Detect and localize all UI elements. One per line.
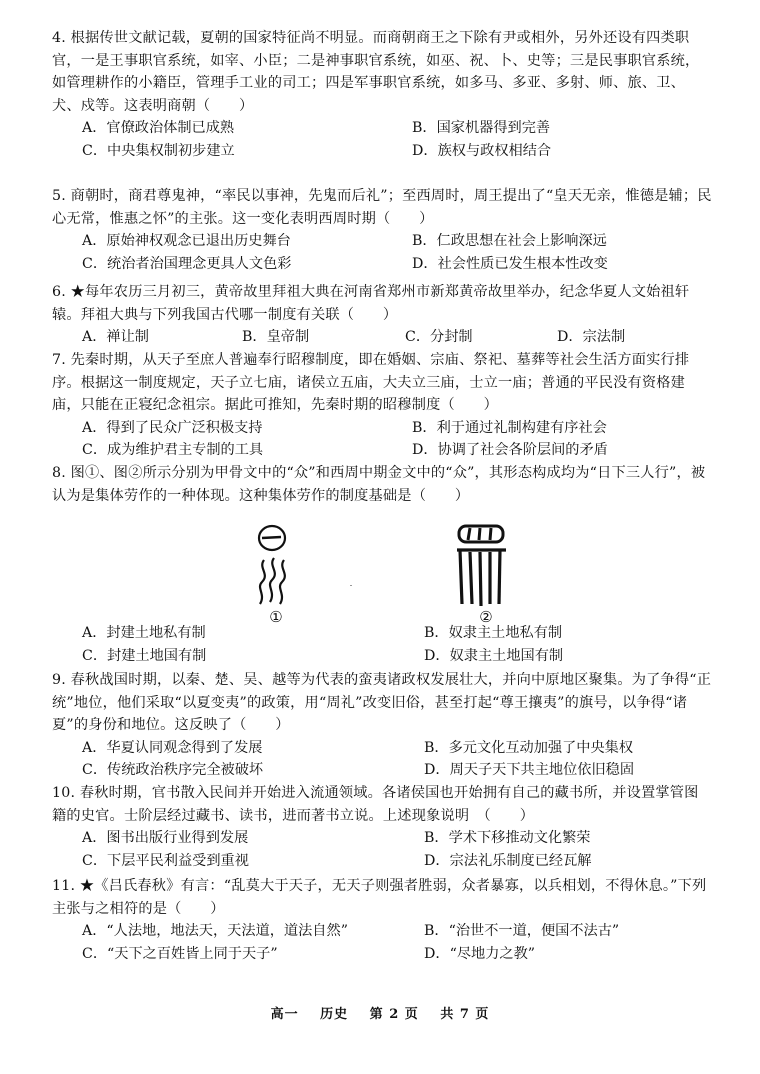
option-d: D．奴隶主土地国有制 xyxy=(424,647,564,664)
option-row xyxy=(52,645,712,668)
option-b: B．国家机器得到完善 xyxy=(412,120,551,137)
option-row xyxy=(52,737,712,760)
option-a: A．原始神权观念已退出历史舞台 xyxy=(82,233,291,250)
option-a: A．“人法地，地法天，天法道，道法自然” xyxy=(82,923,348,940)
option-row xyxy=(52,759,712,782)
footer-grade: 高一 xyxy=(270,1007,299,1022)
page-footer xyxy=(0,1003,760,1022)
option-d: D．宗法礼乐制度已经瓦解 xyxy=(424,852,592,869)
option-b: B．仁政思想在社会上影响深远 xyxy=(412,233,607,250)
footer-page: 第 2 页 xyxy=(369,1007,419,1022)
option-d: D．族权与政权相结合 xyxy=(412,142,552,159)
question-stem: 7. 先秦时期，从天子至庶人普遍奉行昭穆制度，即在婚姻、宗庙、祭祀、墓葬等社会生活方面实行排序。根据这一制度规定，天子立七庙，诸侯立五庙，大夫立三庙，士立一庙；普通的平民没有资格建庙，只能在正寝纪念祖宗。据此可推知，先秦时期的昭穆制度（ ） xyxy=(52,352,690,414)
figure-oracle-bone-zhong xyxy=(248,520,308,630)
option-b: B．皇帝制 xyxy=(242,329,310,346)
option-d: D．宗法制 xyxy=(557,329,626,346)
option-b: B．多元文化互动加强了中央集权 xyxy=(424,739,634,756)
divider-dot xyxy=(350,585,352,586)
question-stem: 6. ★每年农历三月初三，黄帝故里拜祖大典在河南省郑州市新郑黄帝故里举办，纪念华夏人文始祖轩辕。拜祖大典与下列我国古代哪一制度有关联（ ） xyxy=(52,284,690,323)
option-b: B．“治世不一道，便国不法古” xyxy=(424,923,620,940)
figure-label-1: ① xyxy=(269,608,283,626)
option-row xyxy=(52,253,712,276)
oracle-bone-glyph-icon xyxy=(248,520,308,612)
question-10 xyxy=(52,782,712,872)
question-8-options xyxy=(52,622,712,667)
bronze-glyph-icon xyxy=(450,520,520,612)
option-a: A．封建土地私有制 xyxy=(82,625,206,641)
question-4 xyxy=(52,27,712,163)
option-a: A．得到了民众广泛积极支持 xyxy=(82,419,263,436)
option-a: A．华夏认同观念得到了发展 xyxy=(82,739,263,756)
question-stem: 4. 根据传世文献记载，夏朝的国家特征尚不明显。而商朝商王之下除有尹或相外，另外还设有四类职官，一是王事职官系统，如宰、小臣；二是神事职官系统，如巫、祝、卜、史等；三是民事职官系统，如管理耕作的小籍臣，管理手工业的司工；四是军事职官系统，如多马、多亚、多射、师、旅、卫、犬、戍等。这表明商朝（ ） xyxy=(52,30,700,114)
option-row xyxy=(52,943,712,966)
option-c: C．统治者治国理念更具人文色彩 xyxy=(82,255,292,272)
question-stem: 9. 春秋战国时期，以秦、楚、吴、越等为代表的蛮夷诸政权发展壮大，并向中原地区聚集。为了争得“正统”地位，他们采取“以夏变夷”的政策，用“周礼”改变旧俗，甚至打起“尊王攘夷”的旗号，以争得“诸夏”的身份和地位。这反映了（ ） xyxy=(52,672,712,734)
option-row xyxy=(52,417,712,440)
option-row xyxy=(52,622,712,645)
question-8 xyxy=(52,462,712,507)
option-row xyxy=(52,117,712,140)
figure-bronze-zhong xyxy=(450,520,520,630)
footer-subject: 历史 xyxy=(320,1007,349,1022)
question-9 xyxy=(52,669,712,782)
option-b: B．利于通过礼制构建有序社会 xyxy=(412,419,607,436)
option-c: C．“天下之百姓皆上同于天子” xyxy=(82,945,278,962)
question-6 xyxy=(52,281,712,349)
question-stem: 5. 商朝时，商君尊鬼神，“率民以事神，先鬼而后礼”；至西周时，周王提出了“皇天无亲，惟德是辅；民心无常，惟惠之怀”的主张。这一变化表明西周时期（ ） xyxy=(52,188,712,227)
option-d: D．社会性质已发生根本性改变 xyxy=(412,255,608,272)
question-7 xyxy=(52,349,712,462)
question-stem: 11. ★《吕氏春秋》有言：“乱莫大于天子，无天子则强者胜弱，众者暴寡，以兵相划，不得休息。”下列主张与之相符的是（ ） xyxy=(52,878,707,917)
option-row xyxy=(52,140,712,163)
option-row xyxy=(52,850,712,873)
option-c: C．中央集权制初步建立 xyxy=(82,142,235,159)
option-b: B．学术下移推动文化繁荣 xyxy=(424,830,591,847)
option-a: A．图书出版行业得到发展 xyxy=(82,830,249,847)
option-d: D．“尽地力之教” xyxy=(424,945,536,962)
option-row xyxy=(52,230,712,253)
option-a: A．官僚政治体制已成熟 xyxy=(82,120,235,137)
option-row xyxy=(52,326,712,349)
footer-total: 共 7 页 xyxy=(440,1007,490,1022)
option-row xyxy=(52,439,712,462)
question-stem: 8. 图①、图②所示分别为甲骨文中的“众”和西周中期金文中的“众”，其形态构成均为“日下三人行”，被认为是集体劳作的一种体现。这种集体劳作的制度基础是（ ） xyxy=(52,465,706,504)
option-b: B．奴隶主土地私有制 xyxy=(424,625,563,641)
question-5 xyxy=(52,185,712,275)
figure-label-2: ② xyxy=(479,608,493,626)
option-c: C．传统政治秩序完全被破坏 xyxy=(82,762,264,779)
option-c: C．成为维护君主专制的工具 xyxy=(82,442,264,459)
option-row xyxy=(52,827,712,850)
option-a: A．禅让制 xyxy=(82,329,149,346)
option-c: C．下层平民利益受到重视 xyxy=(82,852,249,869)
question-11 xyxy=(52,875,712,965)
option-row xyxy=(52,920,712,943)
option-d: D．协调了社会各阶层间的矛盾 xyxy=(412,442,608,459)
question-stem: 10. 春秋时期，官书散入民间并开始进入流通领域。各诸侯国也开始拥有自己的藏书所，并设置掌管图籍的史官。士阶层经过藏书、读书，进而著书立说。上述现象说明 （ ） xyxy=(52,785,699,824)
option-c: C．封建土地国有制 xyxy=(82,647,207,664)
option-c: C．分封制 xyxy=(405,329,473,346)
option-d: D．周天子天下共主地位依旧稳固 xyxy=(424,762,635,779)
